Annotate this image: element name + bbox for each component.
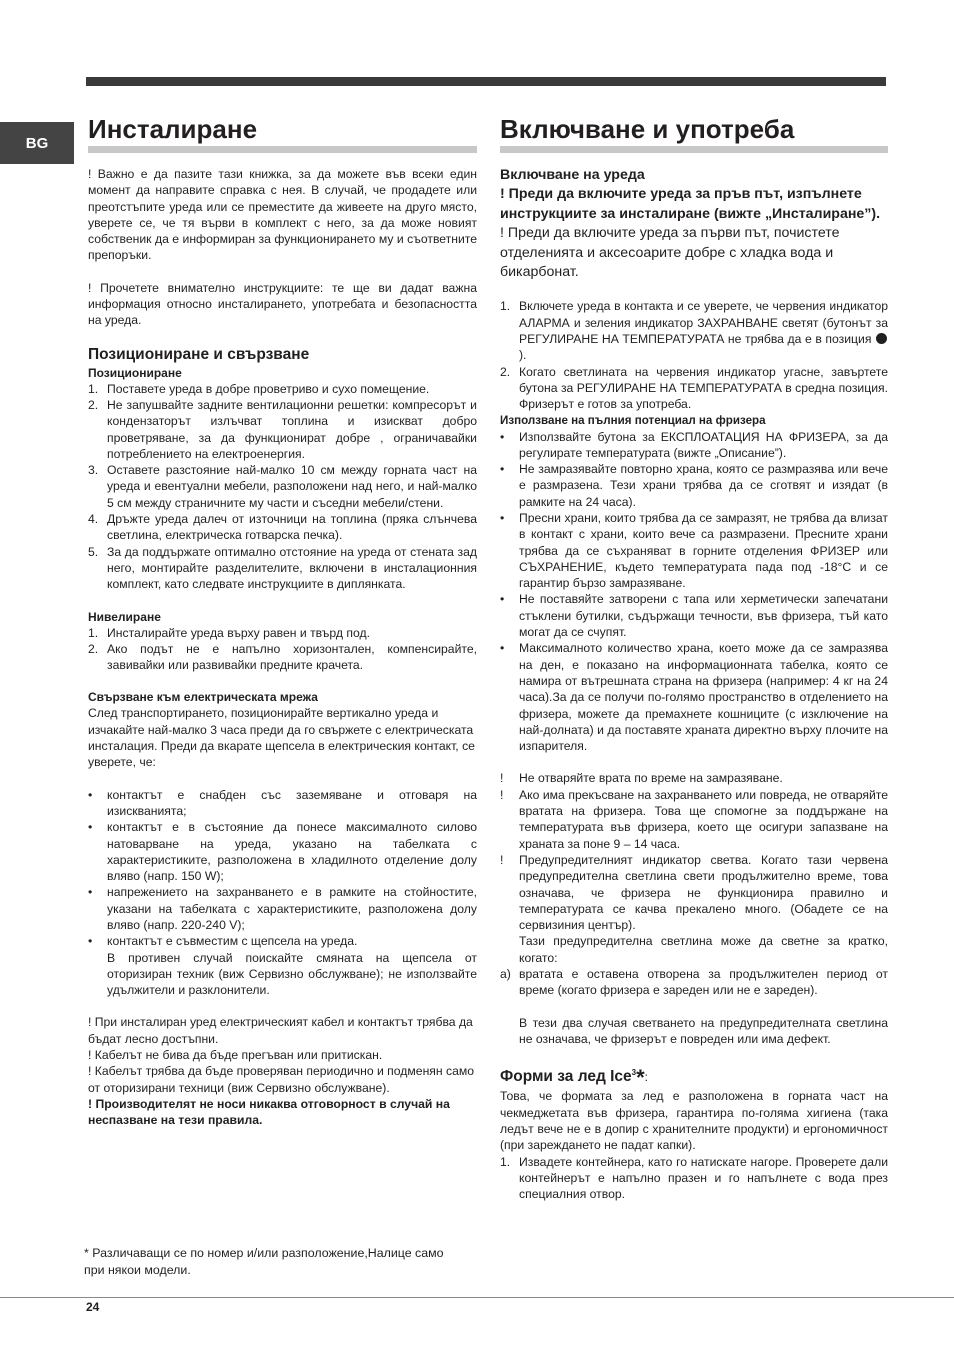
electric-list — [88, 787, 477, 950]
list-item: 3. Оставете разстояние най-малко 10 см между горната част на уреда и евентуални мебели, разположени над него, и най-малко 5 см между страничните му части и съседни мебели/стени. — [88, 463, 477, 510]
list-item: 1. Включете уреда в контакта и се уверете, че червения индикатор АЛАРМА и зеления индикатор ЗАХРАНВАНЕ светят (бутонът за РЕГУЛИРАНЕ НА ТЕМПЕРАТУРАТА не трябва да е в позиция ). — [500, 299, 888, 363]
usage-column — [500, 112, 888, 1202]
list-item: 2. Не запушвайте задните вентилационни решетки: компресорът и кондензаторът излъчват топлина и изискват добро проветряване, за да функционират добре , ограничавайки потреблението на електроенергия. — [88, 397, 477, 461]
switch-on-bold-note: ! Преди да включите уреда за пръв път, изпълнете инструкциите за инсталиране (вижте „Инсталиране”). — [500, 186, 881, 222]
usage-title: Включване и употреба — [500, 112, 888, 153]
electric-subheading: Свързване към електрическата мрежа — [88, 690, 318, 705]
list-item: • Пресни храни, които трябва да се замразят, не трябва да влизат в контакт с храни, които вече са размразени. Пресните храни трябва да се съхраняват в горните отделения ФРИЗЕР или СЪХРАНЕНИЕ, където температурата пада под -18°C и се гарантир бързо замразяване. — [500, 511, 888, 591]
ice-list — [500, 1154, 888, 1203]
list-item: • контактът е снабден със заземяване и отговаря на изискванията; — [88, 787, 477, 818]
list-item: • Използвайте бутона за ЕКСПЛОАТАЦИЯ НА ФРИЗЕРА, за да регулирате температурата (вижте „Описание”). — [500, 429, 888, 460]
list-item: • контактът е съвместим с щепсела на уреда. — [88, 934, 358, 949]
list-item: ! Ако има прекъсване на захранването или повреда, не отваряйте вратата на фризера. Това ще спомогне за поддържане на температурата във фризера, което ще осигури запазване на храната за поне 9 – 14 часа. — [500, 787, 888, 851]
ice-paragraph: Това, че формата за лед е разположена в горната част на чекмеджетата във фризера, гарантира по-голяма хигиена (така ледът вече не е в допир с хранителните продукти) и ергономичност (при зареждането не падат капки). — [500, 1089, 888, 1153]
intro-paragraph-1: ! Важно е да пазите тази книжка, за да можете във всеки един момент да направите справка с нея. В случай, че продадете или преотстъпите уреда или се преместите да живеете на друго място, уверете се, че тя върви в комплект с него, за да може новият собственик да е информиран за функционирането му и съответните препоръки. — [88, 167, 477, 263]
positioning-connection-heading: Позициониране и свързване — [88, 345, 310, 363]
list-item: 2. Когато светлината на червения индикатор угасне, завъртете бутона за РЕГУЛИРАНЕ НА ТЕМПЕРАТУРАТА в средна позиция. Фризерът е готов за употреба. — [500, 364, 888, 412]
switch-on-heading: Включване на уреда — [500, 167, 645, 183]
top-rule — [86, 77, 886, 86]
warning-1: ! При инсталиран уред електрическият кабел и контактът трябва да бъдат лесно достъпни. — [88, 1015, 473, 1046]
list-item: 1. Извадете контейнера, като го натискате нагоре. Проверете дали контейнерът е напълно празен и го напълнете с вода през специалния отвор. — [500, 1154, 888, 1202]
leveling-subheading: Нивелиране — [88, 609, 161, 624]
footnote: * Различаващи се по номер и/или разположение,Налице само при някои модели. — [84, 1246, 444, 1277]
ice-heading: Форми за лед Ice$^3$*: — [500, 1065, 649, 1091]
list-item: • Не поставяйте затворени с тапа или херметически запечатани стъклени бутилки, съдържащи течности, във фризера, тъй като могат да се счупят. — [500, 592, 888, 640]
page-number: 24 — [86, 1300, 100, 1314]
warning-extra: Тази предупредителна светлина може да светне за кратко, когато: — [519, 934, 888, 965]
warning-3: ! Кабелът трябва да бъде проверяван периодично и подменян само от оторизирани техници (виж Сервизно обслужване). — [88, 1064, 475, 1095]
installation-column — [88, 112, 477, 1129]
freezer-subheading: Използване на пълния потенциал на фризера — [500, 413, 766, 427]
electric-after: В противен случай поискайте смяната на щепсела от оторизиран техник (виж Сервизно обслужване); не използвайте удължители и разклонители. — [107, 950, 477, 998]
case-a: a) вратата е оставена отворена за продължителен период от време (когато фризера е зареден или не е зареден). — [500, 967, 888, 998]
list-item: 1. Инсталирайте уреда върху равен и твърд под. — [88, 625, 370, 640]
list-item: • Максималното количество храна, което може да се замразява на ден, е показано на информационната табелка, която се намира от вътрешната страна на фризера (например: 4 кг на 24 часа).За да се получи по-голямо пространство в отделението на фризера, можете да премахнете кошниците (с изключение на най-долната) и да поставяте храната директно върху плочите на изпарителя. — [500, 641, 888, 754]
installation-title: Инсталиране — [88, 112, 477, 153]
switch-steps — [500, 298, 888, 412]
bottom-rule — [0, 1297, 954, 1298]
list-item: ! Предупредителният индикатор светва. Когато тази червена предупредителна светлина свети продължително време, това означава, че фризера не функционира правилно и температурата се качва прекалено много. (Обадете се на сервизиния център). — [500, 852, 888, 933]
list-item: 5. За да поддържате оптимално отстояние на уреда от стената зад него, монтирайте разделителите, включени в инсталационния комплект, като следвате инструкциите в диплянката. — [88, 544, 477, 592]
switch-on-note: ! Преди да включите уреда за първи път, почистете отделенията и аксесоарите добре с хладка вода и бикарбонат. — [500, 225, 840, 281]
list-item: 1. Поставете уреда в добре проветриво и сухо помещение. — [88, 381, 430, 396]
list-item: 4. Дръжте уреда далеч от източници на топлина (пряка слънчева светлина, електрическа готварска печка). — [88, 512, 477, 543]
intro-paragraph-2: ! Прочетете внимателно инструкциите: те ще ви дадат важна информация относно инсталирането, употребата и безопасността на уреда. — [88, 280, 477, 328]
freezer-list — [500, 429, 888, 755]
case-note: В тези два случая светването на предупредителната светлина не означава, че фризерът е повреден или има дефект. — [519, 1015, 888, 1046]
leveling-list — [88, 625, 477, 674]
electric-paragraph: След транспортирането, позиционирайте вертикално уреда и изчакайте най-малко 3 часа преди да го свържете с електрическата инсталация. Преди да вкарате щепсела в електрическия контакт, се уверете, че: — [88, 706, 475, 770]
filled-circle-icon — [876, 333, 887, 344]
positioning-list — [88, 381, 477, 593]
warning-2: ! Кабелът не бива да бъде прегъван или притискан. — [88, 1048, 383, 1063]
freezer-warnings — [500, 770, 888, 933]
list-item: • напрежението на захранването е в рамките на стойностите, указани на табелката с характеристиките, разположена долу вляво (напр. 220-240 V); — [88, 885, 477, 932]
language-tab: BG — [0, 122, 74, 164]
warning-4: ! Производителят не носи никаква отговорност в случай на неспазване на тези правила. — [88, 1096, 450, 1128]
list-item: ! Не отваряйте врата по време на замразяване. — [500, 771, 783, 786]
list-item: • контактът е в състояние да понесе максималното силово натоварване на уреда, указано на табелката с характеристиките, разположена в хладилното отделение долу вляво (напр. 150 W); — [88, 820, 477, 884]
list-item: • Не замразявайте повторно храна, която се размразява или вече е размразена. Тези храни трябва да се сготвят и изядат (в рамките на 24 часа). — [500, 462, 888, 509]
list-item: 2. Ако подът не е напълно хоризонтален, компенсирайте, завивайки или развивайки предните крачета. — [88, 641, 477, 673]
positioning-subheading: Позициониране — [88, 365, 182, 380]
